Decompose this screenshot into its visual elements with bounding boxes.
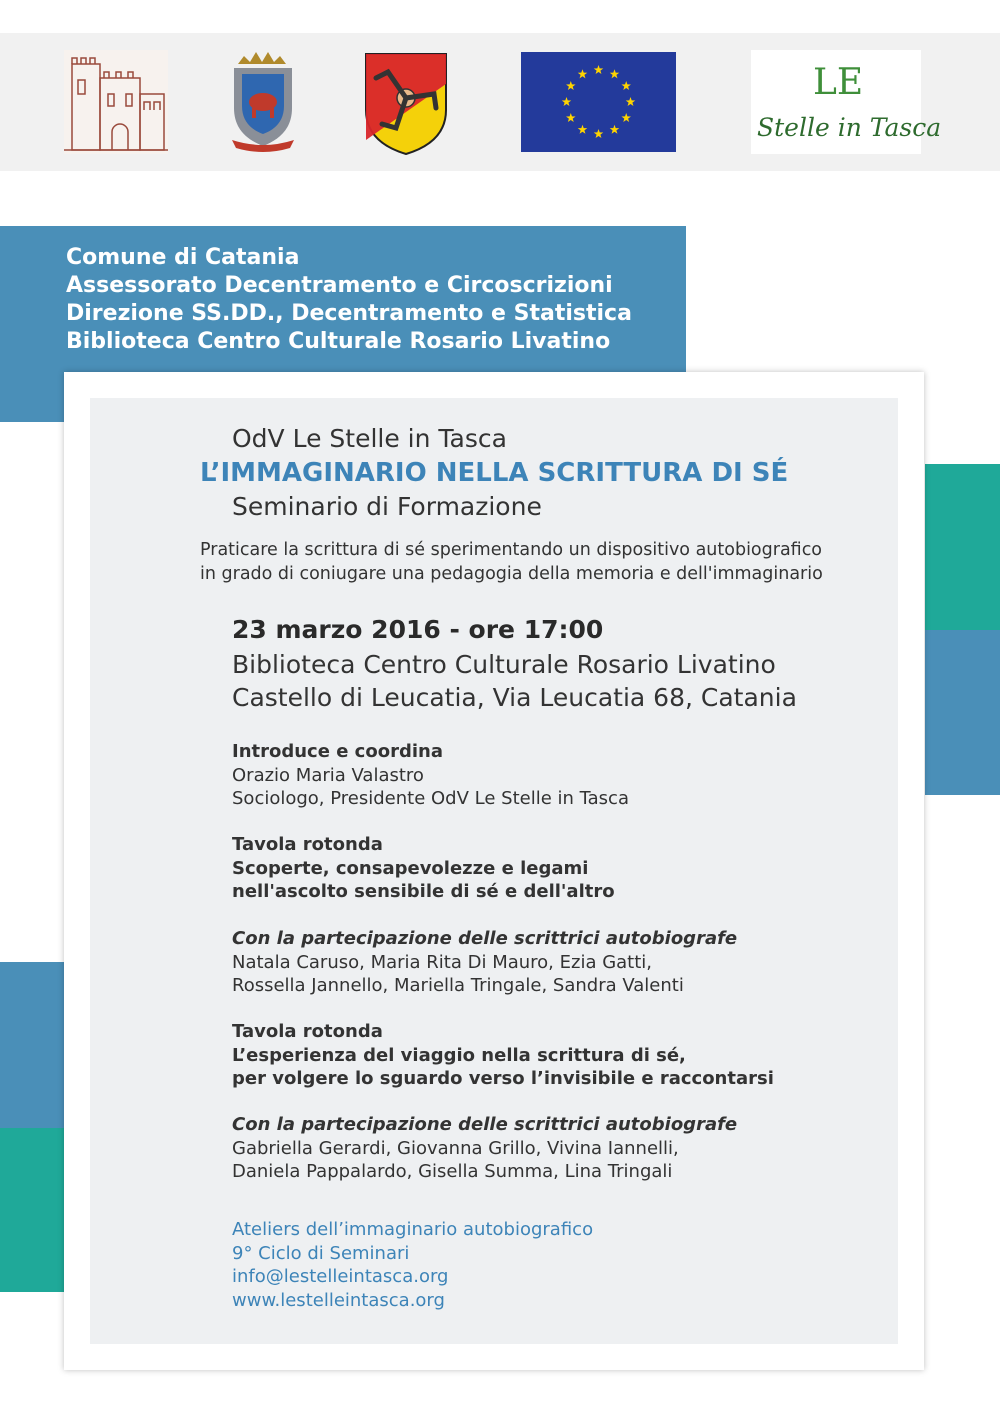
participants-heading: Con la partecipazione delle scrittrici autobiografe <box>232 928 738 949</box>
event-datetime: 23 marzo 2016 - ore 17:00 <box>232 615 604 644</box>
intro-heading: Introduce e coordina <box>232 741 443 762</box>
header-line: Assessorato Decentramento e Circoscrizioni <box>66 273 613 298</box>
description-line: Praticare la scrittura di sé sperimentando un dispositivo autobiografico <box>200 540 823 560</box>
footer-cycle: 9° Ciclo di Seminari <box>232 1242 410 1264</box>
round-table-2 <box>232 1020 774 1091</box>
participants-line: Gabriella Gerardi, Giovanna Grillo, Vivina Iannelli, <box>232 1137 679 1159</box>
castle-logo-icon <box>64 50 168 154</box>
participants-line: Rossella Jannello, Mariella Tringale, Sandra Valenti <box>232 975 684 996</box>
event-description <box>200 538 823 586</box>
intro-role: Sociologo, Presidente OdV Le Stelle in Tasca <box>232 788 629 809</box>
participants-line: Daniela Pappalardo, Gisella Summa, Lina Tringali <box>232 1161 673 1182</box>
footer-series: Ateliers dell’immaginario autobiografico <box>232 1219 594 1240</box>
round-line: Scoperte, consapevolezze e legami <box>232 857 589 879</box>
round-line: L’esperienza del viaggio nella scrittura di sé, <box>232 1044 686 1066</box>
event-venue <box>232 648 797 714</box>
footer-email-link[interactable]: info@lestelleintasca.org <box>232 1266 449 1287</box>
footer-website-link[interactable]: www.lestelleintasca.org <box>232 1289 445 1311</box>
round-line: nell'ascolto sensibile di sé e dell'altro <box>232 881 615 902</box>
stelle-in-tasca-logo <box>751 50 942 154</box>
header-line: Direzione SS.DD., Decentramento e Statistica <box>66 301 632 326</box>
decor-bar-teal-left <box>0 1128 64 1292</box>
decor-bar-teal-right <box>925 464 1000 630</box>
venue-line: Castello di Leucatia, Via Leucatia 68, Catania <box>232 683 797 712</box>
intro-name: Orazio Maria Valastro <box>232 764 424 786</box>
participants-1 <box>232 927 737 998</box>
header-text <box>66 244 666 356</box>
round-line: per volgere lo sguardo verso l’invisibile e raccontarsi <box>232 1068 774 1089</box>
description-line: in grado di coniugare una pedagogia della memoria e dell'immaginario <box>200 564 823 584</box>
decor-bar-blue-left <box>0 962 64 1128</box>
decor-bar-blue-right <box>925 630 1000 795</box>
participants-heading: Con la partecipazione delle scrittrici autobiografe <box>232 1114 738 1135</box>
eu-flag-icon <box>521 52 676 152</box>
participants-2 <box>232 1113 737 1184</box>
event-subtitle: Seminario di Formazione <box>232 492 542 521</box>
stelle-monogram: LE <box>813 62 864 103</box>
event-title: L’IMMAGINARIO NELLA SCRITTURA DI SÉ <box>200 458 789 488</box>
stelle-logo-text: Stelle in Tasca <box>757 113 942 142</box>
round-heading: Tavola rotonda <box>232 1021 383 1042</box>
sicily-trinacria-icon <box>362 50 450 154</box>
participants-line: Natala Caruso, Maria Rita Di Mauro, Ezia Gatti, <box>232 951 653 973</box>
footer-info <box>232 1218 593 1312</box>
catania-coat-of-arms-icon <box>228 50 298 154</box>
intro-block <box>232 740 629 811</box>
organizer: OdV Le Stelle in Tasca <box>232 424 507 453</box>
round-table-1 <box>232 833 615 904</box>
header-line: Biblioteca Centro Culturale Rosario Livatino <box>66 329 611 354</box>
round-heading: Tavola rotonda <box>232 834 383 855</box>
header-line: Comune di Catania <box>66 245 300 270</box>
venue-line: Biblioteca Centro Culturale Rosario Livatino <box>232 650 776 679</box>
